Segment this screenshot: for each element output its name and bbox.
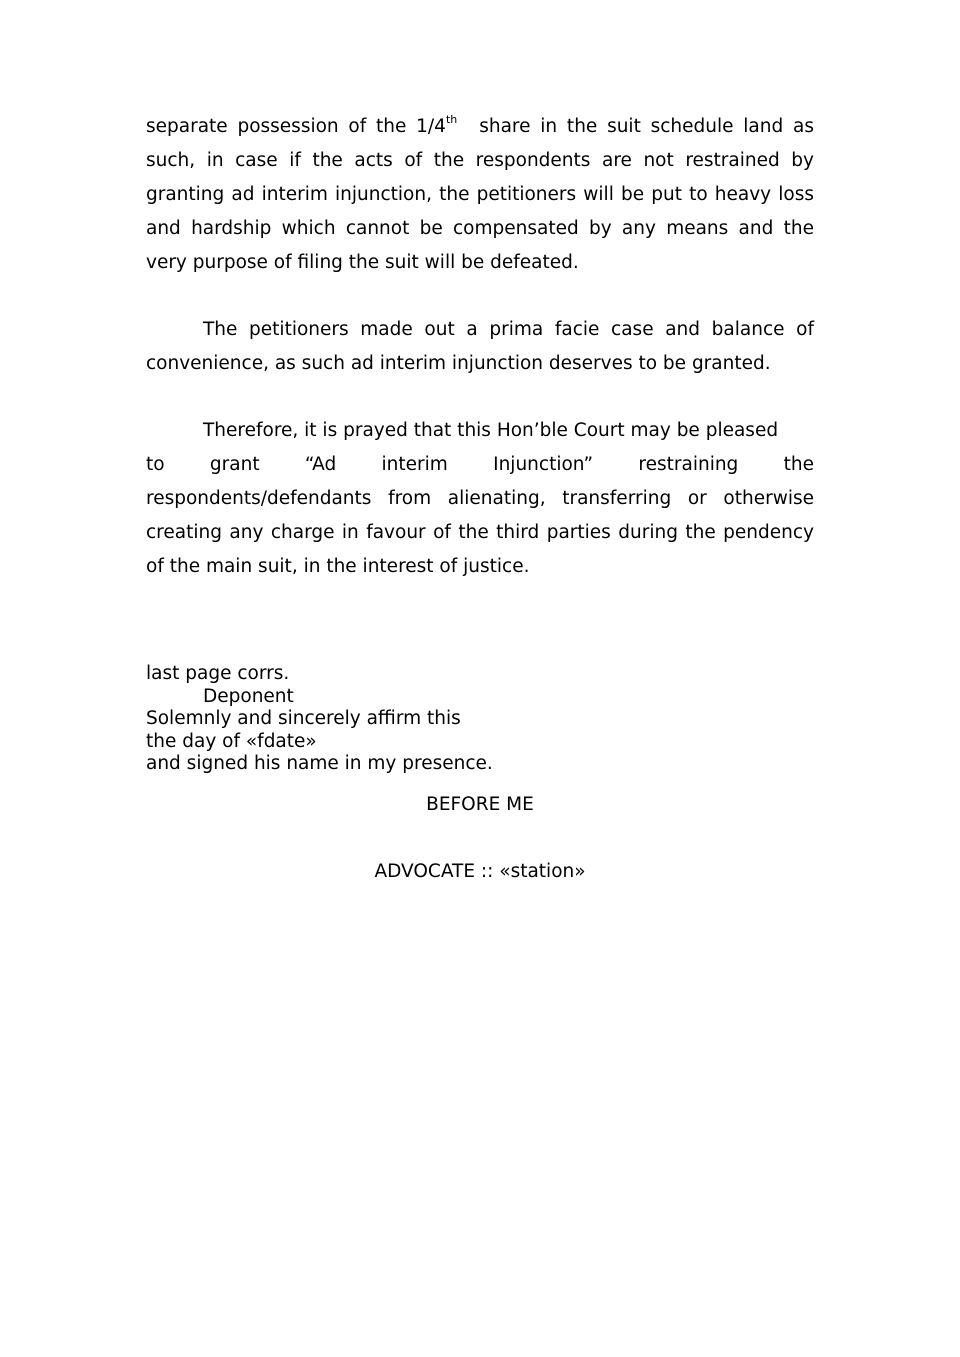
- ordinal-superscript: th: [445, 112, 458, 126]
- paragraph-possession: [146, 110, 814, 280]
- closing-signed: and signed his name in my presence.: [146, 753, 493, 775]
- before-me-label: BEFORE ME: [426, 794, 534, 815]
- closing-date: the day of «fdate»: [146, 730, 317, 752]
- document-page: [146, 110, 814, 776]
- closing-affirm: Solemnly and sincerely affirm this: [146, 708, 461, 730]
- paragraph-prayer: [146, 414, 814, 584]
- closing-deponent: Deponent: [203, 685, 294, 707]
- closing-block: [146, 663, 814, 776]
- closing-last-page: last page corrs.: [146, 663, 290, 684]
- paragraph-prayer-line1: Therefore, it is prayed that this Hon’ble Court may be pleased: [203, 420, 779, 441]
- advocate-label: ADVOCATE :: «station»: [374, 861, 586, 882]
- paragraph-possession-start: separate possession of the 1/4: [146, 116, 446, 137]
- paragraph-prayer-line2: to grant “Ad interim Injunction” restraining the: [146, 454, 814, 475]
- paragraph-prima-facie: The petitioners made out a prima facie case and balance of convenience, as such ad interim injunction deserves to be granted.: [146, 319, 814, 374]
- paragraph-possession-rest: share in the suit schedule land as such, in case if the acts of the respondents are not restrained by granting ad interim injunction, the petitioners will be put to heavy loss and hardship which cannot be compensated by any means and the very purpose of filing the suit will be defeated.: [146, 116, 814, 273]
- paragraph-prayer-rest: respondents/defendants from alienating, transferring or otherwise creating any charge in favour of the third parties during the pendency of the main suit, in the interest of justice.: [146, 488, 814, 577]
